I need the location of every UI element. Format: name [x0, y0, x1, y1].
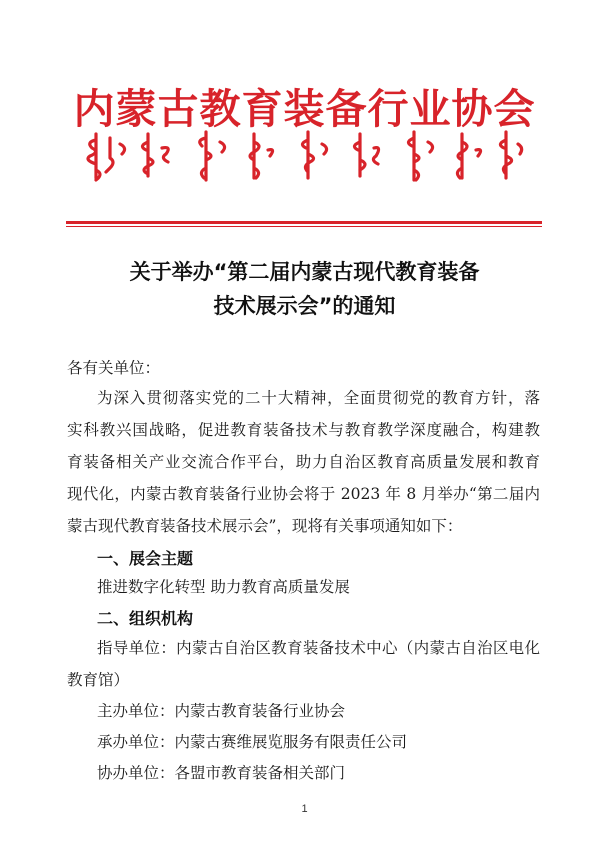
notice-title-line-1: 关于举办“第二届内蒙古现代教育装备 — [129, 260, 480, 284]
organizer-unit: 承办单位：内蒙古赛维展览服务有限责任公司 — [97, 733, 408, 751]
section-heading-organization: 二、组织机构 — [97, 609, 194, 628]
intro-line: 蒙古现代教育装备技术展示会”，现将有关事项通知如下： — [67, 517, 463, 535]
co-organizer-unit: 协办单位：各盟市教育装备相关部门 — [97, 764, 346, 782]
intro-line: 实科教兴国战略，促进教育装备技术与教育教学深度融合，构建教 — [67, 421, 540, 439]
header-divider-thick — [66, 221, 542, 224]
salutation: 各有关单位： — [67, 359, 161, 377]
intro-line: 为深入贯彻落实党的二十大精神，全面贯彻党的教育方针，落 — [97, 389, 540, 407]
mongolian-script-icon — [82, 128, 526, 188]
notice-title-line-2: 技术展示会”的通知 — [213, 294, 396, 318]
section-heading-theme: 一、展会主题 — [97, 549, 194, 568]
host-unit: 主办单位：内蒙古教育装备行业协会 — [97, 702, 346, 720]
guidance-unit-line: 教育馆） — [67, 671, 130, 689]
organization-name: 内蒙古教育装备行业协会 — [73, 85, 536, 133]
intro-line: 现代化，内蒙古教育装备行业协会将于 2023 年 8 月举办“第二届内 — [67, 485, 540, 503]
page-number: 1 — [301, 803, 308, 815]
mongolian-script-emblem — [82, 128, 526, 188]
section-theme-text: 推进数字化转型 助力教育高质量发展 — [97, 578, 350, 596]
header-divider-thin — [66, 226, 542, 227]
guidance-unit-line: 指导单位：内蒙古自治区教育装备技术中心（内蒙古自治区电化 — [97, 639, 540, 657]
intro-line: 育装备相关产业交流合作平台，助力自治区教育高质量发展和教育 — [67, 453, 540, 471]
